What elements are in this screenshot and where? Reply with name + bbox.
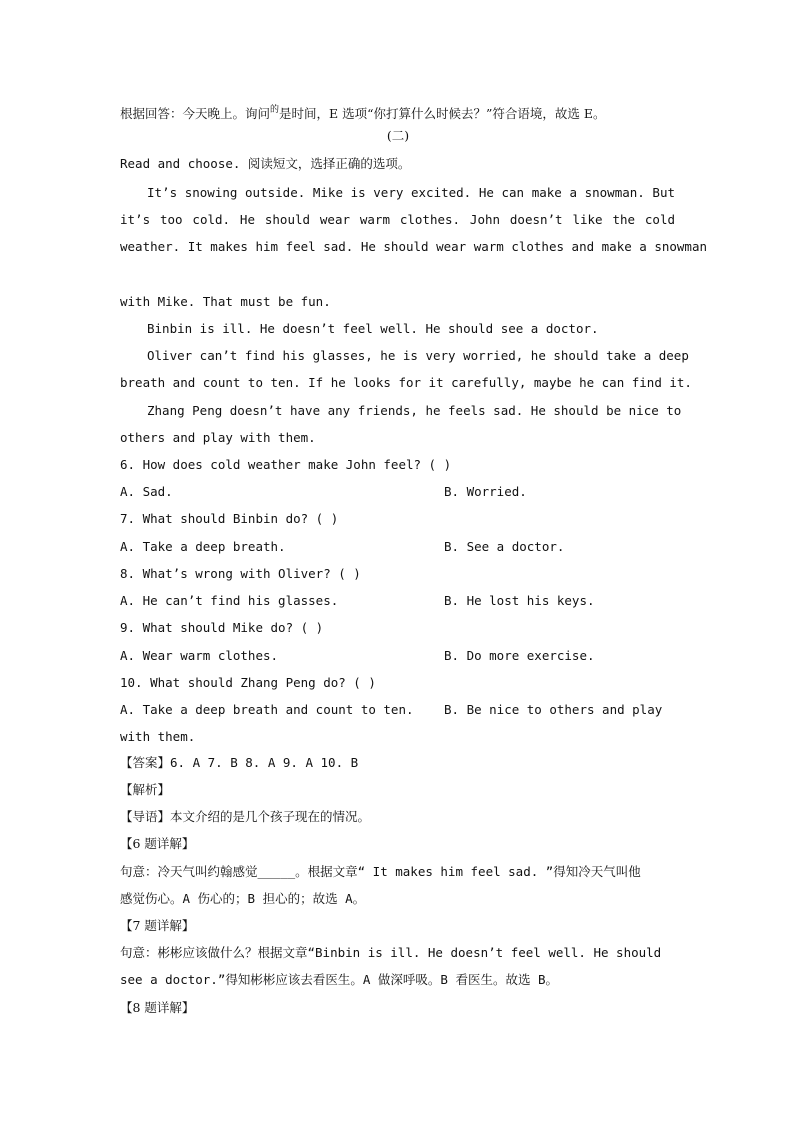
question-10: 10. What should Zhang Peng do? ( ) bbox=[120, 675, 376, 690]
passage-line-9: others and play with them. bbox=[120, 430, 316, 445]
q7-detail-line-2: see a doctor.”得知彬彬应该去看医生。A 做深呼吸。B 看医生。故选 B。 bbox=[120, 972, 559, 987]
q10-option-a: A. Take a deep breath and count to ten. bbox=[120, 702, 414, 717]
passage-line-4: with Mike. That must be fun. bbox=[120, 294, 331, 309]
q10-option-b-continued: with them. bbox=[120, 729, 196, 744]
q8-option-b: B. He lost his keys. bbox=[444, 593, 595, 608]
q7-option-b: B. See a doctor. bbox=[444, 539, 565, 554]
instructions: Read and choose. 阅读短文，选择正确的选项。 bbox=[120, 156, 411, 171]
q9-option-b: B. Do more exercise. bbox=[444, 648, 595, 663]
q9-option-a: A. Wear warm clothes. bbox=[120, 648, 279, 663]
intro-sup: 的 bbox=[270, 105, 280, 115]
passage-line-6: Oliver can’t find his glasses, he is very worried, he should take a deep bbox=[147, 348, 689, 363]
question-9: 9. What should Mike do? ( ) bbox=[120, 620, 324, 635]
intro-text-2: 是时间，E 选项“你打算什么时候去？”符合语境，故选 E。 bbox=[279, 106, 606, 121]
question-6: 6. How does cold weather make John feel? ( ) bbox=[120, 457, 452, 472]
q6-detail-line-1: 句意：冷天气叫约翰感觉_____。根据文章“ It makes him feel sad. ”得知冷天气叫他 bbox=[120, 864, 641, 879]
intro-line bbox=[120, 102, 606, 122]
q7-detail-line-1: 句意：彬彬应该做什么？根据文章“Binbin is ill. He doesn’t feel well. He should bbox=[120, 945, 662, 960]
answer-line: 【答案】6. A 7. B 8. A 9. A 10. B bbox=[120, 755, 359, 770]
q7-detail-heading: 【7 题详解】 bbox=[120, 918, 195, 933]
passage-line-2: it’s too cold. He should wear warm clothes. John doesn’t like the cold bbox=[120, 212, 675, 227]
question-7: 7. What should Binbin do? ( ) bbox=[120, 511, 339, 526]
question-8: 8. What’s wrong with Oliver? ( ) bbox=[120, 566, 361, 581]
passage-line-8: Zhang Peng doesn’t have any friends, he feels sad. He should be nice to bbox=[147, 403, 682, 418]
analysis-heading: 【解析】 bbox=[120, 782, 171, 797]
passage-line-5: Binbin is ill. He doesn’t feel well. He should see a doctor. bbox=[147, 321, 599, 336]
q6-option-a: A. Sad. bbox=[120, 484, 173, 499]
q7-option-a: A. Take a deep breath. bbox=[120, 539, 286, 554]
passage-line-3: weather. It makes him feel sad. He should wear warm clothes and make a snowman bbox=[120, 239, 707, 254]
q8-option-a: A. He can’t find his glasses. bbox=[120, 593, 339, 608]
section-title: (二) bbox=[386, 128, 410, 143]
passage-line-1: It’s snowing outside. Mike is very excited. He can make a snowman. But bbox=[147, 185, 675, 200]
guide-text: 【导语】本文介绍的是几个孩子现在的情况。 bbox=[120, 809, 371, 824]
intro-text-1: 根据回答：今天晚上。询问 bbox=[120, 106, 271, 121]
q6-detail-heading: 【6 题详解】 bbox=[120, 836, 195, 851]
q6-option-b: B. Worried. bbox=[444, 484, 527, 499]
q8-detail-heading: 【8 题详解】 bbox=[120, 1000, 195, 1015]
passage-line-7: breath and count to ten. If he looks for it carefully, maybe he can find it. bbox=[120, 375, 692, 390]
q10-option-b: B. Be nice to others and play bbox=[444, 702, 663, 717]
q6-detail-line-2: 感觉伤心。A 伤心的；B 担心的；故选 A。 bbox=[120, 891, 366, 906]
